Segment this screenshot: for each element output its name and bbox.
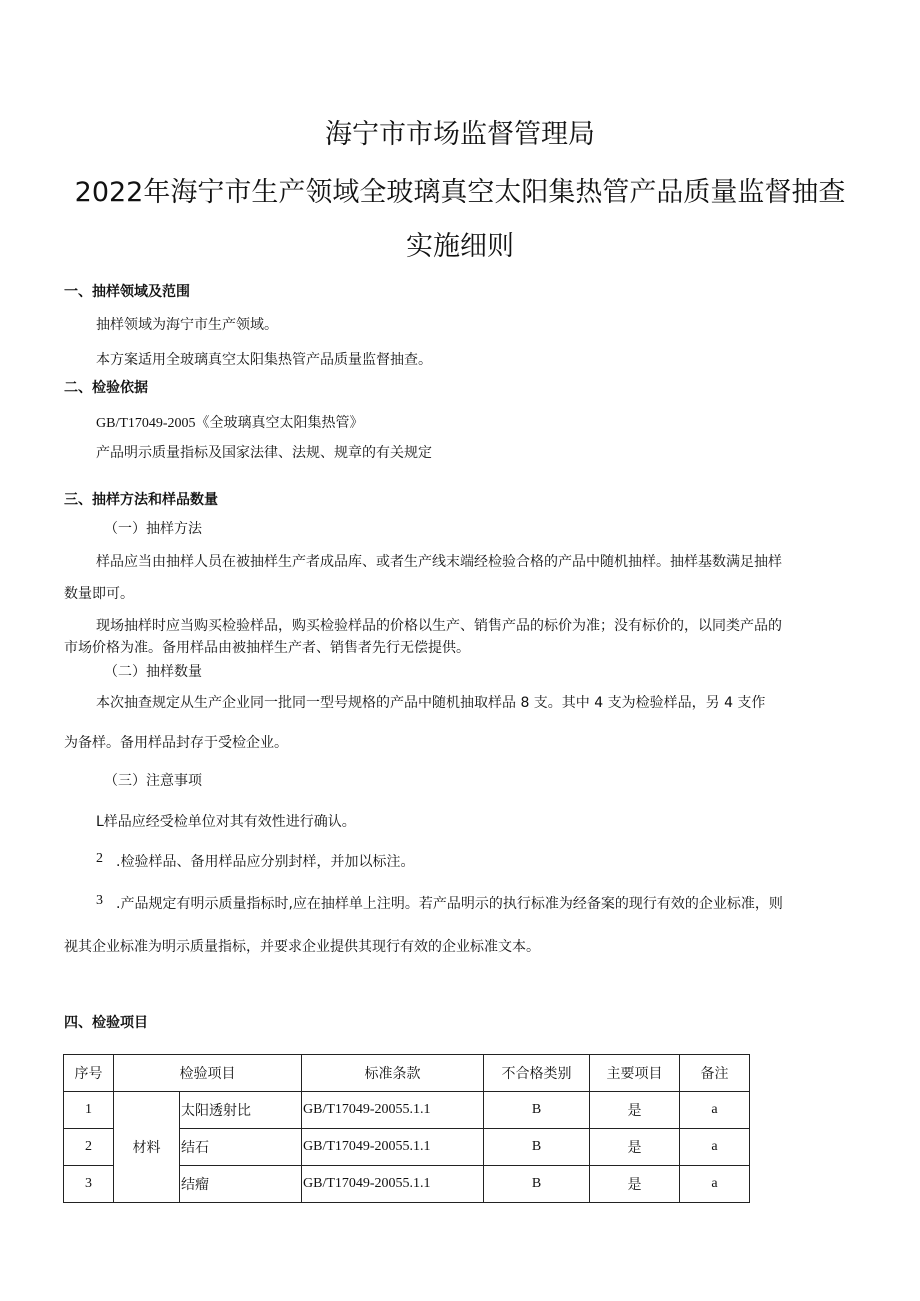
section-3-heading: 三、抽样方法和样品数量: [64, 492, 218, 508]
header-no: 序号: [64, 1055, 114, 1092]
note-1: L样品应经受检单位对其有效性进行确认。: [96, 814, 356, 830]
row-main: 是: [590, 1166, 680, 1203]
section-3-sub-2: （二）抽样数量: [104, 664, 202, 680]
title-line-1: 海宁市市场监督管理局: [325, 119, 595, 150]
section-1-paragraph-2: 本方案适用全玻璃真空太阳集热管产品质量监督抽查。: [96, 352, 432, 368]
row-note: a: [680, 1092, 750, 1129]
section-4-heading: 四、检验项目: [64, 1015, 148, 1031]
section-2-heading: 二、检验依据: [64, 380, 148, 396]
note-3-number: 3: [96, 893, 103, 908]
section-3-paragraph-1a: 样品应当由抽样人员在被抽样生产者成品库、或者生产线末端经检验合格的产品中随机抽样。抽样基数满足抽样: [96, 554, 782, 570]
title-line-3: 实施细则: [406, 231, 514, 262]
row-item: 结瘤: [180, 1166, 302, 1203]
section-1-paragraph-1: 抽样领域为海宁市生产领域。: [96, 317, 278, 333]
section-2-standard: GB/T17049-2005《全玻璃真空太阳集热管》: [96, 416, 364, 431]
row-clause: GB/T17049-20055.1.1: [302, 1166, 484, 1203]
row-main: 是: [590, 1129, 680, 1166]
section-2-paragraph-2: 产品明示质量指标及国家法律、法规、规章的有关规定: [96, 445, 432, 461]
section-3-paragraph-2b: 市场价格为准。备用样品由被抽样生产者、销售者先行无偿提供。: [64, 640, 470, 656]
section-3-paragraph-1b: 数量即可。: [64, 586, 134, 602]
header-category: 不合格类别: [484, 1055, 590, 1092]
row-no: 3: [64, 1166, 114, 1203]
section-3-paragraph-2a: 现场抽样时应当购买检验样品，购买检验样品的价格以生产、销售产品的标价为准；没有标价的，以同类产品的: [96, 618, 782, 634]
row-note: a: [680, 1166, 750, 1203]
table-header-row: [64, 1055, 750, 1092]
header-clause: 标准条款: [302, 1055, 484, 1092]
section-3-paragraph-3a: 本次抽查规定从生产企业同一批同一型号规格的产品中随机抽取样品 8 支。其中 4 支为检验样品，另 4 支作: [96, 695, 766, 711]
row-clause: GB/T17049-20055.1.1: [302, 1092, 484, 1129]
row-clause: GB/T17049-20055.1.1: [302, 1129, 484, 1166]
title-line-2: 2022年海宁市生产领域全玻璃真空太阳集热管产品质量监督抽查: [74, 177, 846, 208]
note-3b: 视其企业标准为明示质量指标，并要求企业提供其现行有效的企业标准文本。: [64, 939, 540, 955]
row-item: 太阳透射比: [180, 1092, 302, 1129]
section-3-sub-1: （一）抽样方法: [104, 521, 202, 537]
row-category: B: [484, 1129, 590, 1166]
row-category: B: [484, 1092, 590, 1129]
row-note: a: [680, 1129, 750, 1166]
row-no: 1: [64, 1092, 114, 1129]
note-2-number: 2: [96, 851, 103, 866]
row-no: 2: [64, 1129, 114, 1166]
header-note: 备注: [680, 1055, 750, 1092]
inspection-items-table: [63, 1054, 750, 1203]
note-3a: .产品规定有明示质量指标时,应在抽样单上注明。若产品明示的执行标准为经备案的现行有效的企业标准，则: [116, 896, 783, 912]
group-label: 材料: [114, 1092, 180, 1203]
section-3-paragraph-3b: 为备样。备用样品封存于受检企业。: [64, 735, 288, 751]
note-2: .检验样品、备用样品应分别封样，并加以标注。: [116, 854, 415, 870]
header-main: 主要项目: [590, 1055, 680, 1092]
table-row: [64, 1092, 750, 1129]
header-item: 检验项目: [114, 1055, 302, 1092]
row-main: 是: [590, 1092, 680, 1129]
row-item: 结石: [180, 1129, 302, 1166]
section-1-heading: 一、抽样领域及范围: [64, 284, 190, 300]
row-category: B: [484, 1166, 590, 1203]
section-3-sub-3: （三）注意事项: [104, 773, 202, 789]
